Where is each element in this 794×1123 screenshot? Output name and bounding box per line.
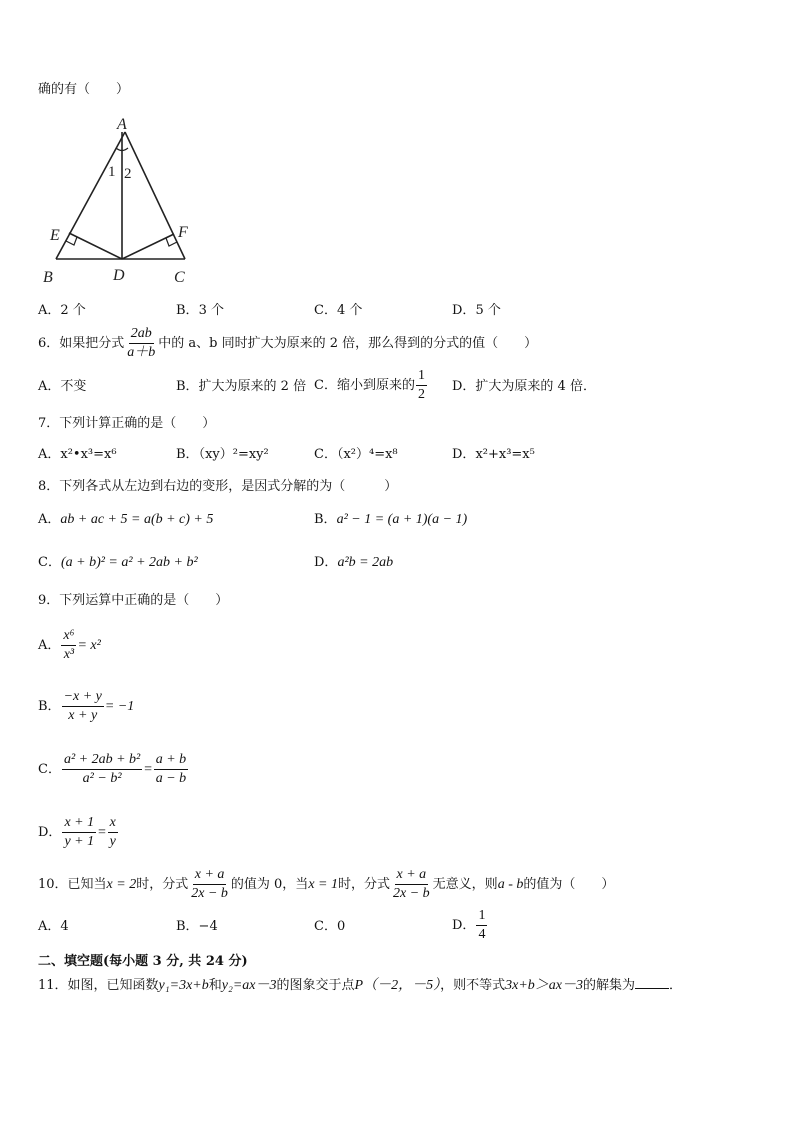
q9-option-a: A． $\frac{\text{x⁶}}{\text{x³}}$ = x² (38, 628, 101, 663)
q9c-fraction-left: $\frac{\text{a² + 2ab + b²}}{\text{a² − b²}}$ (63, 752, 141, 787)
q10-stem: 10．已知当x = 2时，分式 $\frac{x + a}{2x - b}$ 的值为 0，当x = 1时，分式 $\frac{x + a}{2x - b}$ 无意义，则a - b的值为（ ） (38, 867, 615, 902)
q9c-fraction-right: $\frac{a + b}{a - b}$ (155, 752, 187, 787)
q10-fraction-1: $\frac{x + a}{2x - b}$ (191, 867, 228, 902)
q5-option-d: D．5 个 (452, 303, 501, 318)
q9-option-c: C． $\frac{\text{a² + 2ab + b²}}{\text{a² − b²}}$ = $\frac{a + b}{a - b}$ (38, 752, 187, 787)
q9d-fraction-right: $\frac{x}{y}$ (109, 815, 116, 850)
q9-option-d: D． $\frac{x + 1}{y + 1}$ = $\frac{x}{y}$ (38, 815, 116, 850)
q6-option-b: B．扩大为原来的 2 倍 (176, 379, 307, 394)
q6-option-a: A．不变 (38, 379, 87, 394)
answer-blank (635, 988, 669, 989)
q10-option-c: C．0 (314, 919, 346, 934)
q6-stem: 6．如果把分式 $\frac{2ab}{a+b}$ 中的 a、b 同时扩大为原来的 2 倍，那么得到的分式的值（ ） (38, 326, 538, 361)
q9b-fraction: $\frac{-x + y}{x + y}$ (63, 689, 102, 724)
q7-stem: 7．下列计算正确的是（ ） (38, 416, 216, 431)
label-angle-1: 1 (108, 164, 116, 180)
q9-option-b: B． $\frac{-x + y}{x + y}$ = −1 (38, 689, 135, 724)
q7-option-c: C．（x²）⁴=x⁸ (314, 447, 398, 462)
q10-fraction-2: $\frac{x + a}{2x - b}$ (393, 867, 430, 902)
q5-option-b: B．3 个 (176, 303, 224, 318)
q10-option-a: A．4 (38, 919, 69, 934)
label-f: F (178, 224, 188, 241)
label-a: A (117, 116, 127, 133)
q7-option-a: A．x²•x³=x⁶ (38, 447, 117, 462)
q6-fraction: $\frac{2ab}{a+b}$ (127, 326, 156, 361)
q9d-fraction-left: $\frac{x + 1}{y + 1}$ (64, 815, 95, 850)
label-b: B (43, 269, 53, 286)
q9-stem: 9．下列运算中正确的是（ ） (38, 593, 229, 608)
q6-half-fraction: $\frac{1}{2}$ (417, 368, 425, 403)
q6-option-c: C．缩小到原来的 $\frac{1}{2}$ (314, 368, 425, 403)
q10-option-d: D． $\frac{1}{4}$ (452, 908, 486, 943)
q7-option-d: D．x²+x³=x⁵ (452, 447, 535, 462)
q8-option-d: D．a²b = 2ab (314, 555, 394, 570)
q8-option-b: B．a² − 1 = (a + 1)(a − 1) (314, 512, 468, 527)
label-d: D (113, 267, 125, 284)
q7-option-b: B．（xy）²=xy² (176, 447, 269, 462)
q5-option-a: A．2 个 (38, 303, 86, 318)
label-e: E (50, 227, 60, 244)
q10-quarter-fraction: $\frac{1}{4}$ (478, 908, 486, 943)
q9a-fraction: $\frac{\text{x⁶}}{\text{x³}}$ (63, 628, 75, 663)
side-ab (56, 132, 125, 259)
side-ac (125, 132, 185, 259)
q8-option-c: C．(a + b)² = a² + 2ab + b² (38, 555, 198, 570)
label-c: C (174, 269, 185, 286)
q6-option-d: D．扩大为原来的 4 倍． (452, 379, 596, 394)
section-2-title: 二、填空题(每小题 3 分, 共 24 分) (38, 954, 248, 969)
q5-stem-tail: 确的有（ ） (38, 82, 130, 97)
q10-option-b: B．−4 (176, 919, 218, 934)
label-angle-2: 2 (124, 166, 132, 182)
q8-option-a: A．ab + ac + 5 = a(b + c) + 5 (38, 512, 214, 527)
q8-stem: 8．下列各式从左边到右边的变形，是因式分解的为（ ） (38, 479, 398, 494)
q11-stem: 11．如图，已知函数y₁=3x+b和y₂=ax－3的图象交于点P（－2，－5），则不等式3x+b＞ax－3的解集为 ． (38, 978, 683, 993)
q5-option-c: C．4 个 (314, 303, 363, 318)
triangle-figure (38, 112, 198, 288)
